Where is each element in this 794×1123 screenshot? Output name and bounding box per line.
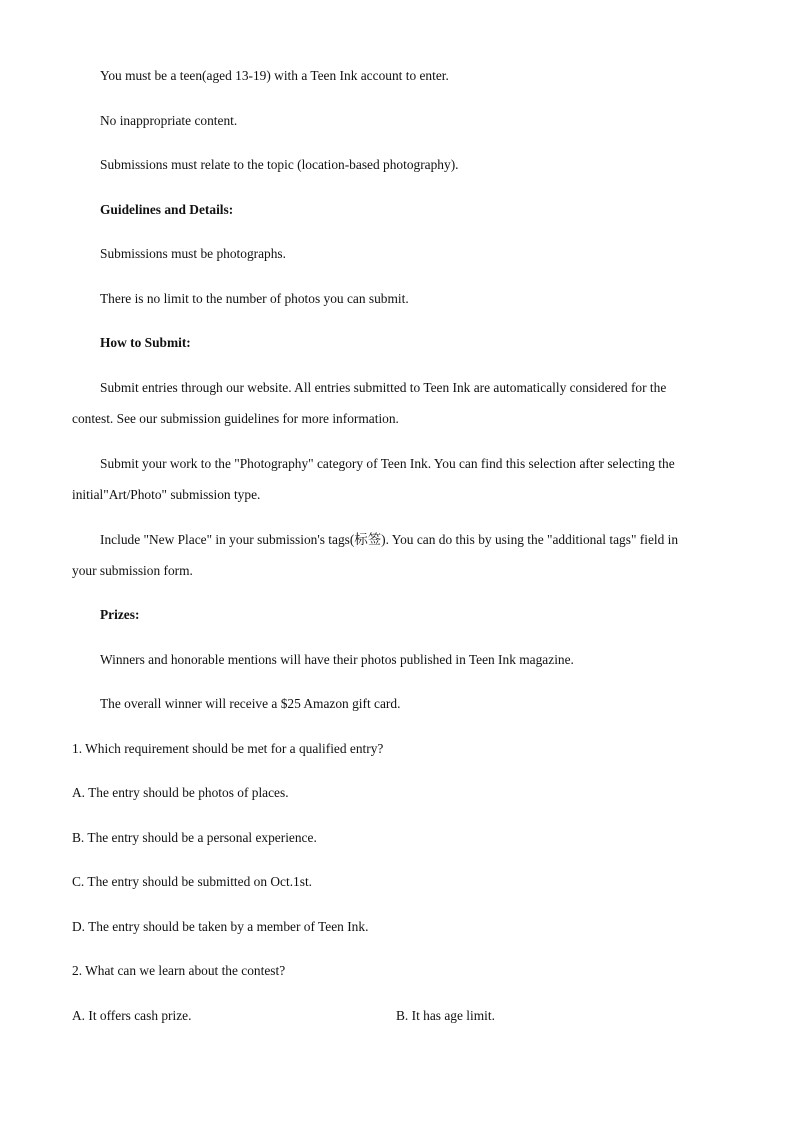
prizes-line-1: Winners and honorable mentions will have their photos published in Teen Ink magazine.	[100, 652, 574, 667]
prizes-line-2: The overall winner will receive a $25 Amazon gift card.	[100, 696, 401, 711]
question-1-stem: 1. Which requirement should be met for a qualified entry?	[72, 741, 384, 756]
prizes-heading: Prizes:	[100, 607, 140, 622]
eligibility-line-2: No inappropriate content.	[100, 113, 238, 128]
submit-para-1-line-2: contest. See our submission guidelines for more information.	[72, 411, 399, 426]
question-1-option-a: A. The entry should be photos of places.	[72, 785, 289, 800]
how-to-submit-heading: How to Submit:	[100, 335, 191, 350]
submit-para-2-line-1: Submit your work to the "Photography" category of Teen Ink. You can find this selection after selecting the	[100, 456, 675, 471]
question-1-option-d: D. The entry should be taken by a member of Teen Ink.	[72, 919, 369, 934]
question-2-stem: 2. What can we learn about the contest?	[72, 963, 286, 978]
question-1-option-b: B. The entry should be a personal experience.	[72, 830, 317, 845]
eligibility-line-1: You must be a teen(aged 13-19) with a Teen Ink account to enter.	[100, 68, 449, 83]
submit-para-3-line-2: your submission form.	[72, 563, 193, 578]
eligibility-line-3: Submissions must relate to the topic (location-based photography).	[100, 157, 459, 172]
submit-para-1-line-1: Submit entries through our website. All entries submitted to Teen Ink are automatically considered for the	[100, 380, 667, 395]
guidelines-line-1: Submissions must be photographs.	[100, 246, 286, 261]
question-2-option-b: B. It has age limit.	[396, 1008, 495, 1023]
question-1-option-c: C. The entry should be submitted on Oct.1st.	[72, 874, 313, 889]
submit-para-2-line-2: initial"Art/Photo" submission type.	[72, 487, 261, 502]
submit-para-3-line-1: Include "New Place" in your submission's tags(标签). You can do this by using the "additional tags" field in	[100, 532, 679, 547]
question-2-option-a: A. It offers cash prize.	[72, 1008, 192, 1023]
guidelines-line-2: There is no limit to the number of photos you can submit.	[100, 291, 409, 306]
guidelines-heading: Guidelines and Details:	[100, 202, 234, 217]
